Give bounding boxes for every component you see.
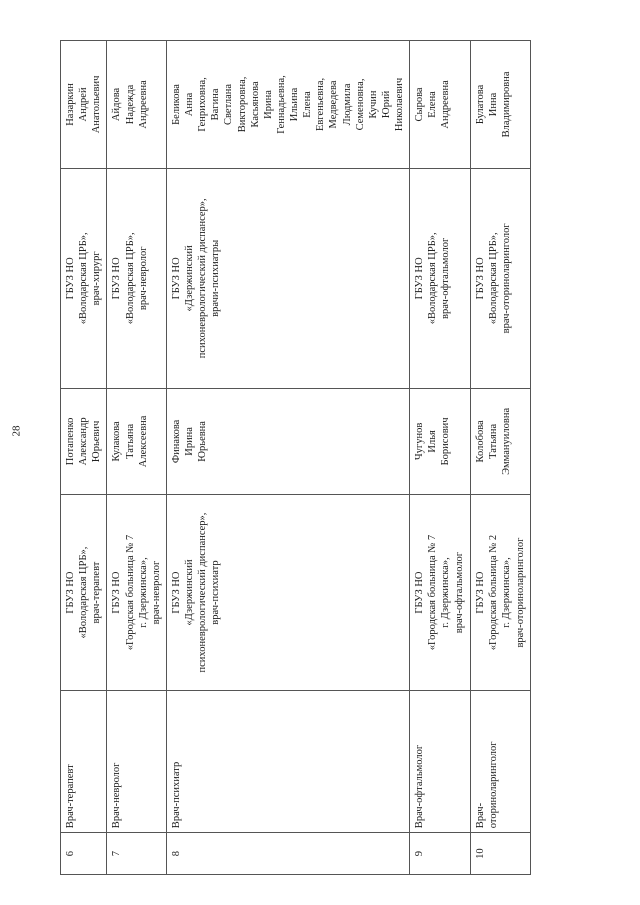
specialty-cell: Врач-психиатр [166, 691, 409, 833]
specialists-table [60, 40, 531, 875]
row-number: 6 [61, 833, 107, 875]
specialty-cell: Врач- оториноларинголог [471, 691, 531, 833]
table-row [410, 41, 471, 875]
secondary-name-cell: Назаркин Андрей Анатольевич [61, 41, 107, 169]
secondary-name-cell: Булатова Инна Владимировна [471, 41, 531, 169]
primary-org-cell: ГБУЗ НО «Городская больница № 7 г. Дзержинска», врач-невролог [107, 495, 167, 691]
table-row [107, 41, 167, 875]
secondary-org-cell: ГБУЗ НО «Дзержинский психоневрологический диспансер», врачи-психиатры [166, 168, 409, 388]
primary-org-cell: ГБУЗ НО «Дзержинский психоневрологический диспансер», врач-психиатр [166, 495, 409, 691]
secondary-org-cell: ГБУЗ НО «Володарская ЦРБ», врач-оториноларинголог [471, 168, 531, 388]
page-number: 28 [10, 425, 23, 437]
specialty-cell: Врач-офтальмолог [410, 691, 471, 833]
secondary-org-cell: ГБУЗ НО «Володарская ЦРБ», врач-офтальмолог [410, 168, 471, 388]
secondary-org-cell: ГБУЗ НО «Володарская ЦРБ», врач-невролог [107, 168, 167, 388]
primary-name-cell: Кулакова Татьяна Алексеевна [107, 388, 167, 494]
primary-name-cell: Чугунов Илья Борисович [410, 388, 471, 494]
rotated-table-wrapper [60, 40, 640, 875]
row-number: 10 [471, 833, 531, 875]
secondary-name-cell: Беликова Анна Генриховна, Вагина Светлана Викторовна, Касьянова Ирина Геннадьевна, Ильина Елена Евгеньевна, Медведева Людмила Семеновна, Кучин Юрий Николаевич [166, 41, 409, 169]
specialty-cell: Врач-терапевт [61, 691, 107, 833]
table-row [471, 41, 531, 875]
primary-name-cell: Колобова Татьяна Эммануиловна [471, 388, 531, 494]
secondary-name-cell: Сырова Елена Андреевна [410, 41, 471, 169]
primary-org-cell: ГБУЗ НО «Городская больница № 7 г. Дзержинска», врач-офтальмолог [410, 495, 471, 691]
secondary-org-cell: ГБУЗ НО «Володарская ЦРБ», врач-хирург [61, 168, 107, 388]
primary-name-cell: Финакова Ирина Юрьевна [166, 388, 409, 494]
primary-name-cell: Потапенко Александр Юрьевич [61, 388, 107, 494]
secondary-name-cell: Айдова Надежда Андреевна [107, 41, 167, 169]
row-number: 8 [166, 833, 409, 875]
table-row [166, 41, 409, 875]
primary-org-cell: ГБУЗ НО «Городская больница № 2 г. Дзержинска», врач-оториноларинголог [471, 495, 531, 691]
table-row [61, 41, 107, 875]
primary-org-cell: ГБУЗ НО «Володарская ЦРБ», врач-терапевт [61, 495, 107, 691]
specialty-cell: Врач-невролог [107, 691, 167, 833]
row-number: 9 [410, 833, 471, 875]
row-number: 7 [107, 833, 167, 875]
document-sheet [60, 40, 640, 875]
